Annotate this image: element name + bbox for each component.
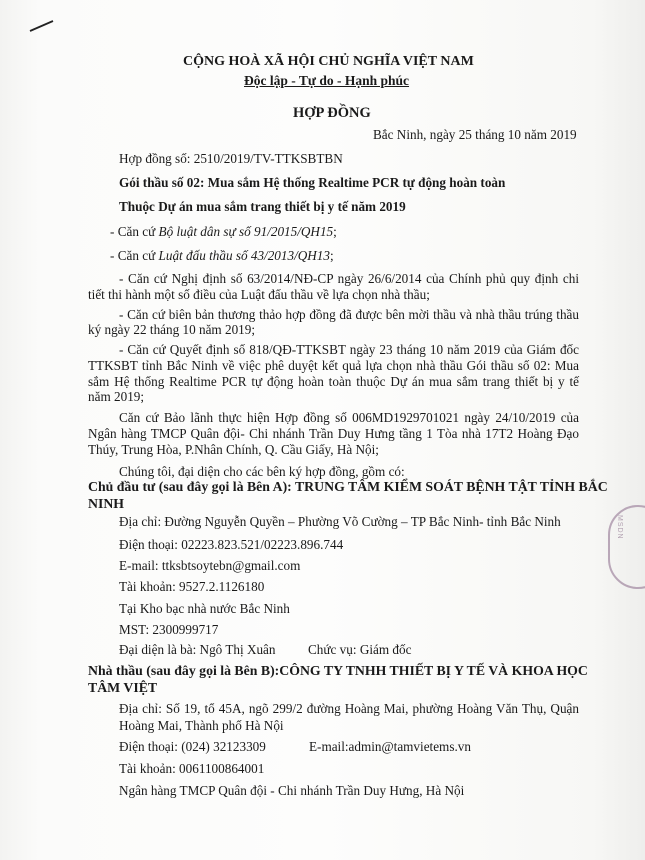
party-b-account: Tài khoản: 0061100864001 <box>119 761 265 776</box>
decision-line-2: TTKSBT tỉnh Bắc Ninh về việc phê duyệt kết quả lựa chọn nhà thầu Gói thầu số 02: Mua <box>88 358 579 373</box>
contract-number: Hợp đồng số: 2510/2019/TV-TTKSBTBN <box>119 151 343 166</box>
party-a-representative: Đại diện là bà: Ngô Thị Xuân <box>119 642 276 657</box>
party-b-bank: Ngân hàng TMCP Quân đội - Chi nhánh Trần Duy Hưng, Hà Nội <box>119 783 465 798</box>
civil-code-basis: - Căn cứ Bộ luật dân sự số 91/2015/QH15; <box>110 224 337 239</box>
party-a-address: Địa chỉ: Đường Nguyễn Quyền – Phường Võ Cường – TP Bắc Ninh- tỉnh Bắc Ninh <box>119 514 561 529</box>
decision-line-1: - Căn cứ Quyết định số 818/QĐ-TTKSBT ngày 23 tháng 10 năm 2019 của Giám đốc <box>119 342 579 357</box>
pen-mark <box>28 18 56 34</box>
national-title: CỘNG HOÀ XÃ HỘI CHỦ NGHĨA VIỆT NAM <box>183 54 474 69</box>
guarantee-line-1: Căn cứ Bảo lãnh thực hiện Hợp đồng số 006MD1929701021 ngày 24/10/2019 của <box>119 410 579 425</box>
party-b-heading-2: TÂM VIỆT <box>88 680 158 695</box>
party-b-email: E-mail:admin@tamvietems.vn <box>309 739 471 754</box>
guarantee-line-2: Ngân hàng TMCP Quân đội- Chi nhánh Trần Duy Hưng tầng 1 Tòa nhà 17T2 Hoàng Đạo <box>88 426 579 441</box>
parties-intro: Chúng tôi, đại diện cho các bên ký hợp đồng, gồm có: <box>119 464 405 479</box>
decree-line-2: tiết thi hành một số điều của Luật đấu thầu về lựa chọn nhà thầu; <box>88 287 430 302</box>
minutes-line-2: ký ngày 22 tháng 10 năm 2019; <box>88 322 256 337</box>
bidding-law-basis: - Căn cứ Luật đấu thầu số 43/2013/QH13; <box>110 248 334 263</box>
package-line-1: Gói thầu số 02: Mua sắm Hệ thống Realtime PCR tự động hoàn toàn <box>119 175 506 190</box>
party-a-bank: Tại Kho bạc nhà nước Bắc Ninh <box>119 601 290 616</box>
place-date: Bắc Ninh, ngày 25 tháng 10 năm 2019 <box>373 127 577 142</box>
decree-line-1: - Căn cứ Nghị định số 63/2014/NĐ-CP ngày 26/6/2014 của Chính phủ quy định chi <box>119 271 579 286</box>
party-b-address-1: Địa chỉ: Số 19, tổ 45A, ngõ 299/2 đường Hoàng Mai, phường Hoàng Văn Thụ, Quận <box>119 701 579 716</box>
bidding-law-ref: Luật đấu thầu số 43/2013/QH13 <box>158 248 330 263</box>
guarantee-line-3: Thúy, Trung Hòa, P.Nhân Chính, Q. Cầu Giấy, Hà Nội; <box>88 442 379 457</box>
official-stamp <box>608 505 645 589</box>
party-a-phone: Điện thoại: 02223.823.521/02223.896.744 <box>119 537 344 552</box>
document-title: HỢP ĐỒNG <box>293 105 371 121</box>
party-a-account: Tài khoản: 9527.2.1126180 <box>119 579 265 594</box>
stamp-text: MSDN <box>616 515 623 540</box>
party-a-heading-1: Chủ đầu tư (sau đây gọi là Bên A): TRUNG TÂM KIỂM SOÁT BỆNH TẬT TỈNH BẮC <box>88 479 608 494</box>
party-a-heading-2: NINH <box>88 496 125 511</box>
minutes-line-1: - Căn cứ biên bản thương thảo hợp đồng đã được bên mời thầu và nhà thầu trúng thầu <box>119 307 579 322</box>
party-a-email: E-mail: ttksbtsoytebn@gmail.com <box>119 558 301 573</box>
party-b-heading-1: Nhà thầu (sau đây gọi là Bên B):CÔNG TY TNHH THIẾT BỊ Y TẾ VÀ KHOA HỌC <box>88 663 588 678</box>
civil-code-ref: Bộ luật dân sự số 91/2015/QH15 <box>158 224 334 239</box>
party-b-phone: Điện thoại: (024) 32123309 <box>119 739 266 754</box>
party-b-address-2: Hoàng Mai, Thành phố Hà Nội <box>119 718 284 733</box>
motto: Độc lập - Tự do - Hạnh phúc <box>244 73 410 88</box>
package-line-2: Thuộc Dự án mua sắm trang thiết bị y tế năm 2019 <box>119 199 406 214</box>
party-a-tax-code: MST: 2300999717 <box>119 622 219 637</box>
decision-line-4: năm 2019; <box>88 389 145 404</box>
decision-line-3: sắm Hệ thống Realtime PCR tự động hoàn toàn thuộc Dự án mua sắm trang thiết bị y tế <box>88 374 579 389</box>
party-a-position: Chức vụ: Giám đốc <box>308 642 412 657</box>
